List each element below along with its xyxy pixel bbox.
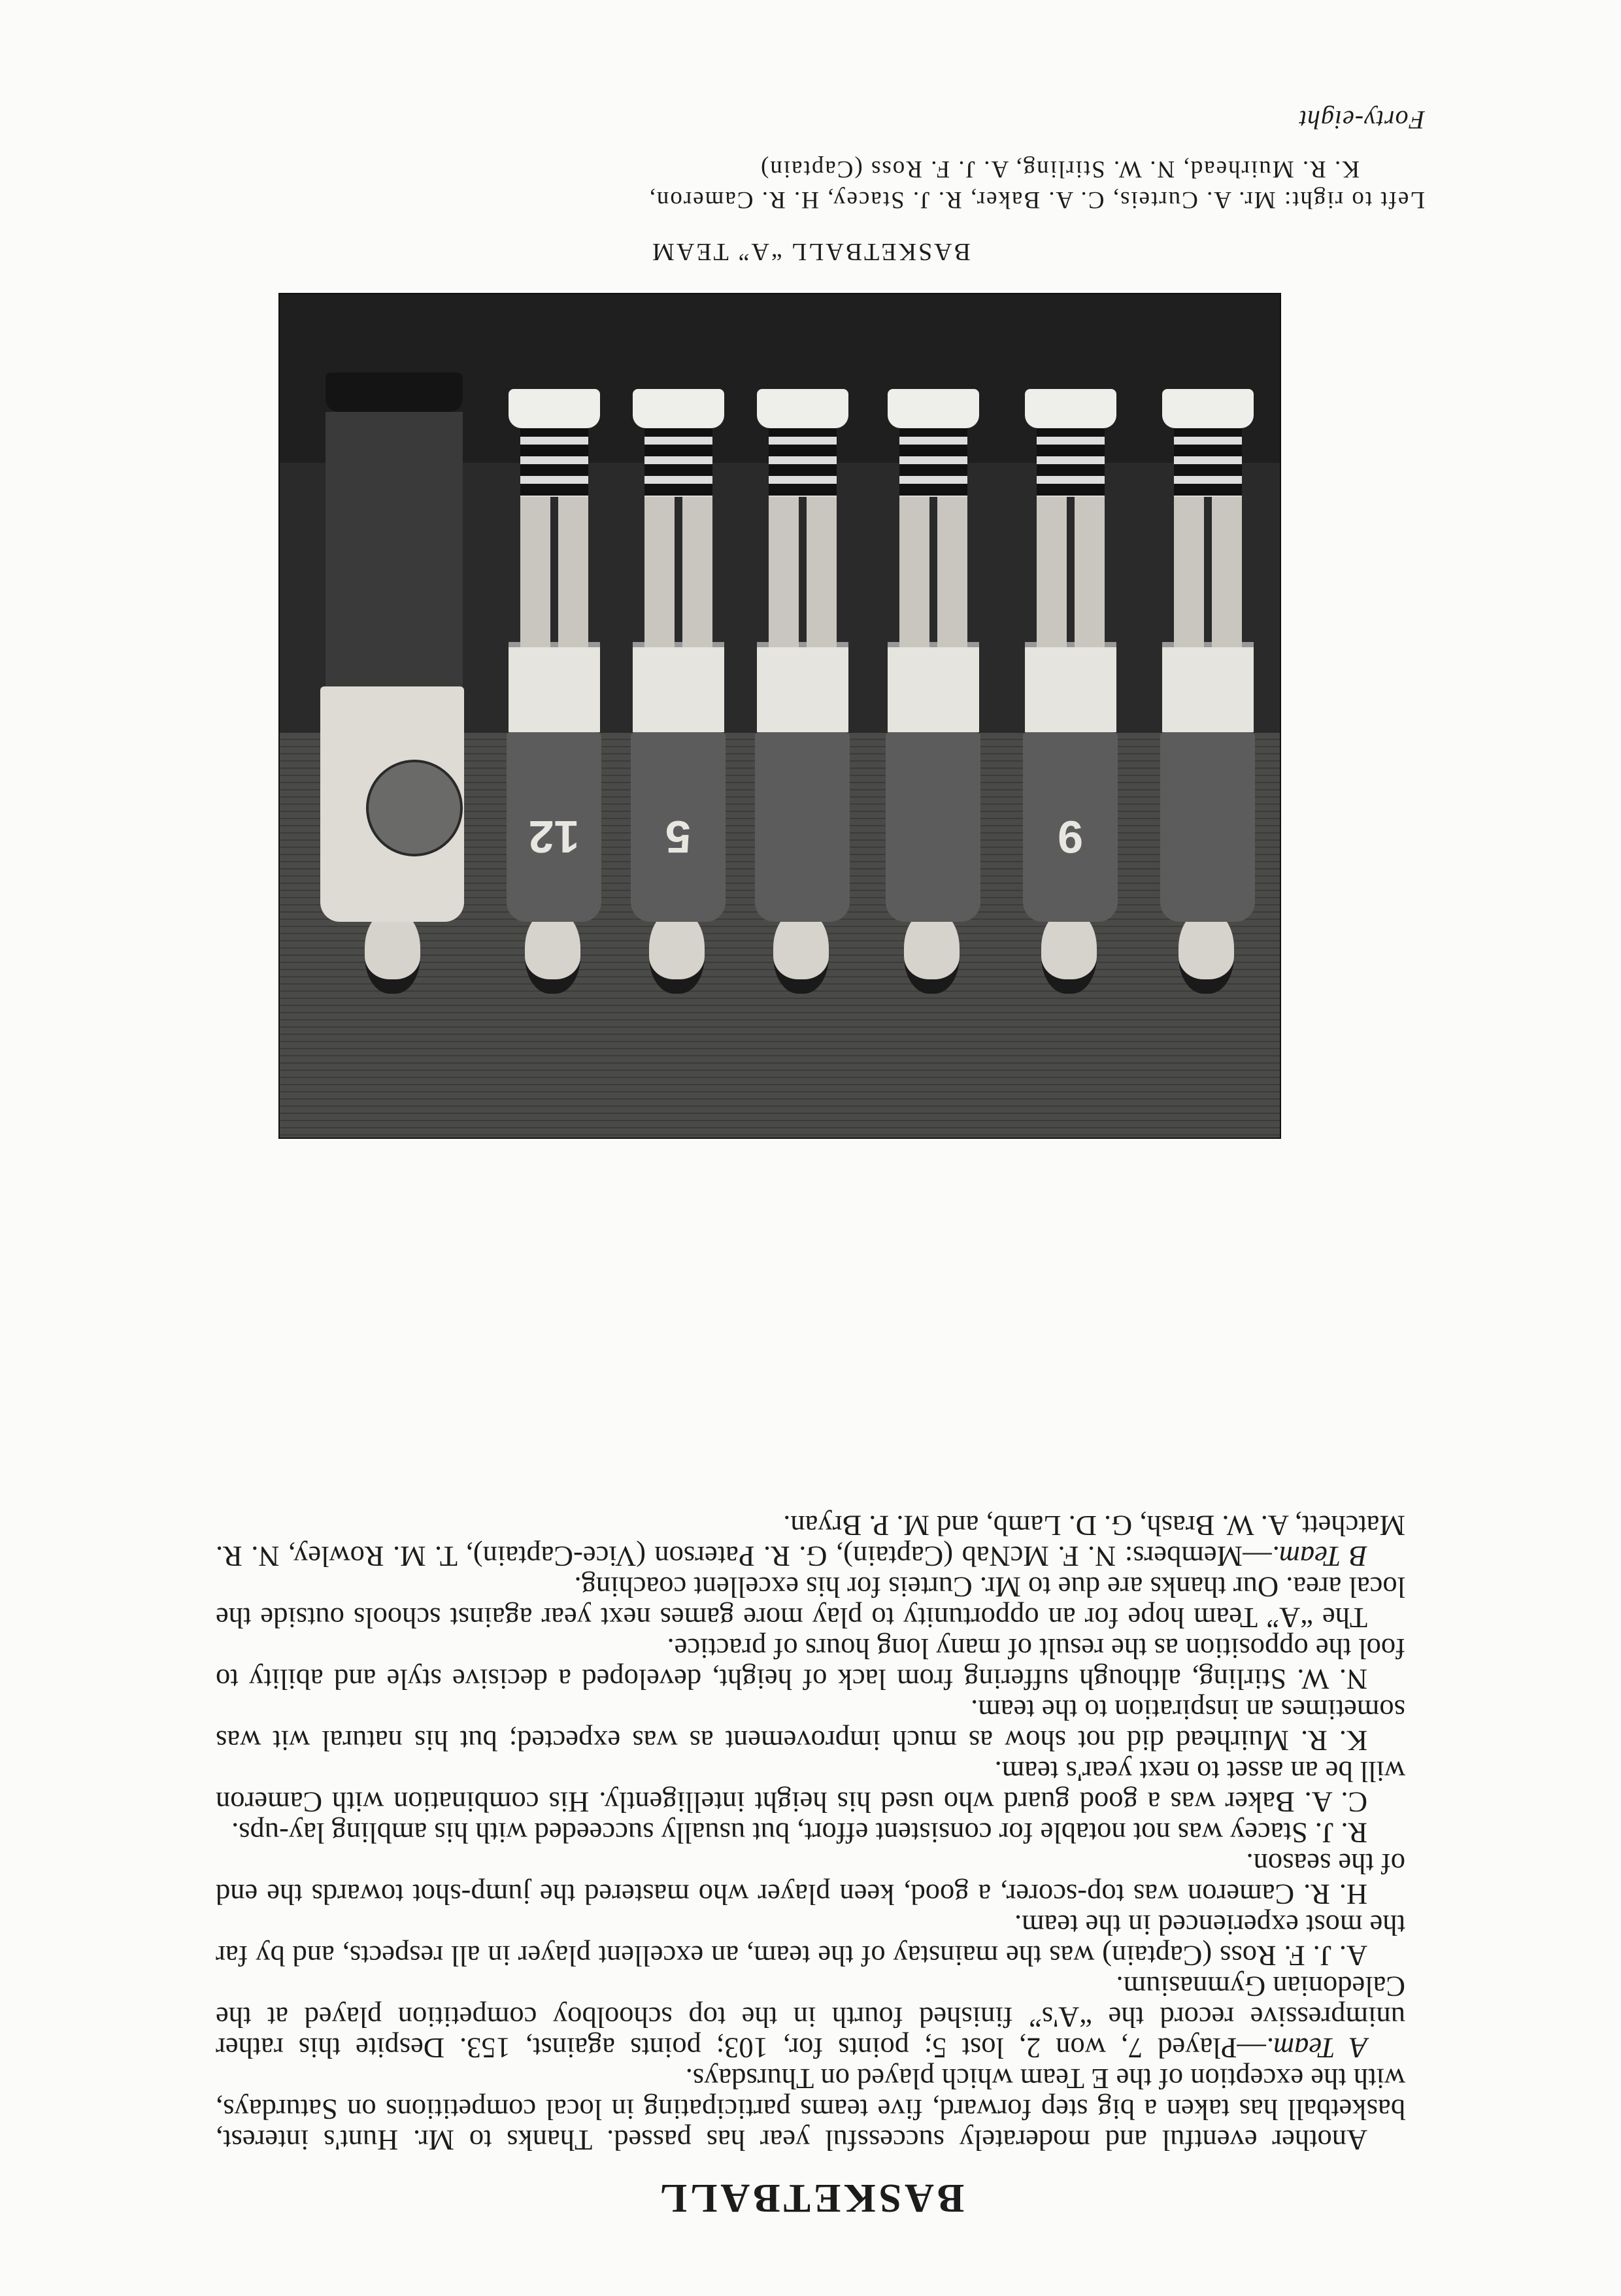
- article-paragraph: A. J. F. Ross (Captain) was the mainstay of the team, an excellent player in all respects, and by far the most experienced in the team.: [216, 1909, 1405, 1972]
- jersey-number: 12: [528, 811, 580, 862]
- article-paragraph: H. R. Cameron was top-scorer, a good, keen player who mastered the jump-shot towards the end of the season.: [216, 1848, 1405, 1911]
- article-paragraph: K. R. Muirhead did not show as much improvement as was expected; but his natural wit was sometimes an inspiration to the team.: [216, 1694, 1405, 1757]
- article-paragraph: B Team.—Members: N. F. McNab (Captain), G. R. Paterson (Vice-Captain), T. M. Rowley, N. R. Matchett, A. W. Brash, G. D. Lamb, and M. P. Bryan.: [215, 1510, 1405, 1573]
- photo-caption-names: K. R. Muirhead, N. W. Stirling, A. J. F. Ross (Captain): [760, 156, 1360, 182]
- player-figure: [875, 314, 992, 1020]
- article-title: BASKETBALL: [656, 2176, 965, 2220]
- a-team-label: A Team.: [1265, 2032, 1368, 2065]
- photo-caption-names: Left to right: Mr. A. Curteis, C. A. Baker, R. J. Stacey, H. R. Cameron,: [648, 186, 1425, 213]
- article-paragraph: Another eventful and moderately successful year has passed. Thanks to Mr. Hunt's interest, basketball has taken a big step forward, five teams participating in local competitions on Saturdays, with the exception of the E Team which played on Thursdays.: [216, 2063, 1405, 2157]
- player-figure: [495, 314, 613, 1020]
- jersey-number: 5: [665, 811, 691, 862]
- player-figure: [1149, 314, 1267, 1020]
- article-paragraph: A Team.—Played 7, won 2, lost 5; points for, 103; points against, 153. Despite this rather unimpressive record the “A's” finished fourth in the top schoolboy competition played at the Caledonian Gymnasium.: [216, 1970, 1405, 2065]
- article-paragraph: N. W. Stirling, although suffering from lack of height, developed a decisive style and ability to fool the opposition as the result of many long hours of practice.: [216, 1632, 1405, 1696]
- basketball: [366, 760, 463, 856]
- coach-figure: [306, 314, 476, 1020]
- player-figure: [744, 314, 861, 1020]
- b-team-label: B Team.: [1271, 1540, 1368, 1573]
- article-body: [216, 1510, 1405, 2155]
- photo-caption-title: BASKETBALL “A” TEAM: [650, 238, 971, 265]
- jersey-number: 9: [1058, 811, 1083, 862]
- article-paragraph: C. A. Baker was a good guard who used his height intelligently. His combination with Cameron will be an asset to next year's team.: [216, 1755, 1405, 1819]
- player-figure: [1012, 314, 1129, 1020]
- player-figure: [620, 314, 737, 1020]
- article-paragraph: R. J. Stacey was not notable for consistent effort, but usually succeeded with his ambling lay-ups.: [231, 1817, 1368, 1849]
- article-paragraph: The “A” Team hope for an opportunity to play more games next year against schools outside the local area. Our thanks are due to Mr. Curteis for his excellent coaching.: [216, 1571, 1405, 1634]
- team-photo: [278, 293, 1281, 1139]
- page-number: Forty-eight: [1298, 105, 1425, 135]
